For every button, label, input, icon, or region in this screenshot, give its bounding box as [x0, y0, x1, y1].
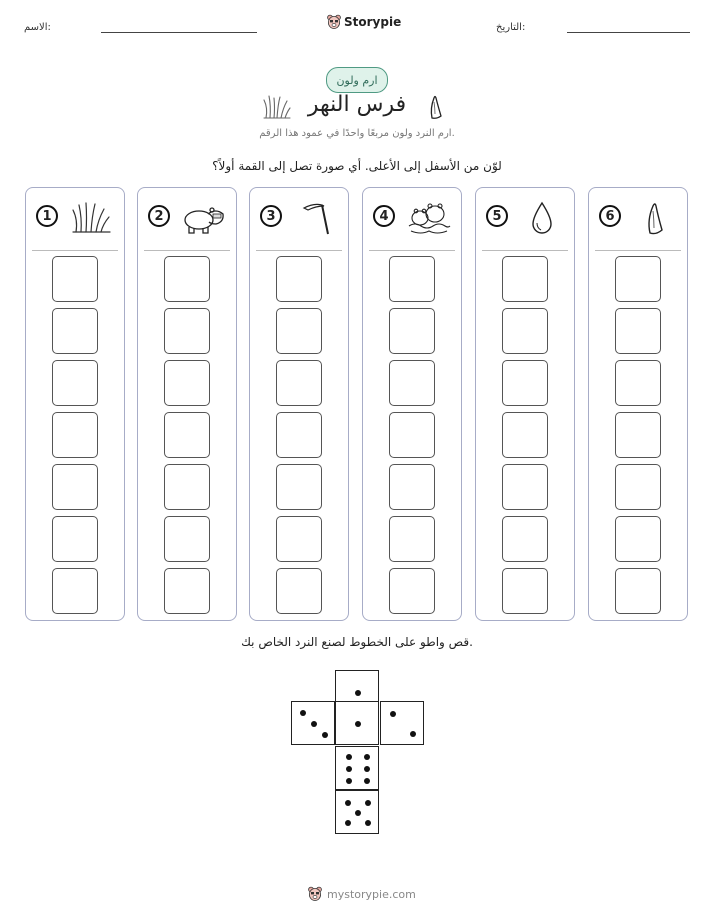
dice-pip — [300, 710, 306, 716]
dice-face — [291, 701, 335, 745]
footer-site[interactable]: mystorypie.com — [327, 887, 416, 901]
column-number: 2 — [148, 205, 170, 227]
column-3 — [249, 187, 349, 621]
color-cell[interactable] — [502, 308, 548, 354]
color-cell[interactable] — [52, 516, 98, 562]
color-cell[interactable] — [164, 256, 210, 302]
water-drop-icon — [520, 200, 564, 236]
color-cell[interactable] — [164, 516, 210, 562]
column-6 — [588, 187, 688, 621]
color-cell[interactable] — [276, 308, 322, 354]
dice-pip — [311, 721, 317, 727]
dice-pip — [410, 731, 416, 737]
instruction-text: لوّن من الأسفل إلى الأعلى. أي صورة تصل إلى القمة أولاً؟ — [212, 159, 502, 173]
color-cell[interactable] — [502, 568, 548, 614]
color-cell[interactable] — [502, 360, 548, 406]
page-title: فرس النهر — [307, 92, 407, 117]
column-number: 5 — [486, 205, 508, 227]
column-number: 1 — [36, 205, 58, 227]
logo-text: Storypie — [344, 15, 402, 29]
color-cell[interactable] — [276, 256, 322, 302]
name-label: الاسم: — [24, 22, 51, 33]
color-cell[interactable] — [276, 516, 322, 562]
bear-logo-icon — [327, 14, 341, 30]
color-cell[interactable] — [389, 360, 435, 406]
color-cell[interactable] — [52, 360, 98, 406]
column-number: 6 — [599, 205, 621, 227]
color-cell[interactable] — [164, 412, 210, 458]
color-cell[interactable] — [389, 256, 435, 302]
dice-pip — [365, 820, 371, 826]
color-cell[interactable] — [164, 308, 210, 354]
bear-logo-icon — [307, 886, 323, 902]
grass-icon — [70, 200, 114, 236]
color-cell[interactable] — [276, 568, 322, 614]
dice-pip — [390, 711, 396, 717]
dice-pip — [345, 820, 351, 826]
footer — [307, 886, 416, 902]
color-cell[interactable] — [276, 464, 322, 510]
dice-pip — [364, 754, 370, 760]
dice-pip — [355, 810, 361, 816]
dice-pip — [364, 778, 370, 784]
color-cell[interactable] — [389, 516, 435, 562]
subtitle: ارم النرد ولون مربعًا واحدًا في عمود هذا الرقم. — [259, 128, 455, 139]
dice-pip — [364, 766, 370, 772]
color-cell[interactable] — [52, 412, 98, 458]
dice-pip — [355, 690, 361, 696]
column-2 — [137, 187, 237, 621]
color-cell[interactable] — [615, 412, 661, 458]
dice-pip — [355, 721, 361, 727]
date-line[interactable] — [567, 32, 690, 33]
color-cell[interactable] — [502, 464, 548, 510]
roll-and-color-badge: ارم ولون — [326, 67, 388, 93]
color-cell[interactable] — [52, 256, 98, 302]
column-number: 3 — [260, 205, 282, 227]
color-cell[interactable] — [164, 464, 210, 510]
tooth-icon — [633, 200, 677, 236]
cut-instruction: قص واطو على الخطوط لصنع النرد الخاص بك. — [241, 635, 473, 649]
color-cell[interactable] — [502, 256, 548, 302]
color-cell[interactable] — [615, 256, 661, 302]
name-line[interactable] — [101, 32, 257, 33]
dice-face — [335, 746, 379, 790]
storypie-logo — [327, 14, 401, 30]
color-cell[interactable] — [164, 360, 210, 406]
column-divider — [482, 250, 568, 251]
color-cell[interactable] — [164, 568, 210, 614]
color-cell[interactable] — [615, 308, 661, 354]
dice-face — [335, 790, 379, 834]
color-cell[interactable] — [615, 568, 661, 614]
column-divider — [256, 250, 342, 251]
color-cell[interactable] — [502, 516, 548, 562]
color-cell[interactable] — [389, 568, 435, 614]
hippo-family-icon — [407, 200, 451, 236]
column-divider — [144, 250, 230, 251]
color-cell[interactable] — [52, 308, 98, 354]
color-cell[interactable] — [276, 360, 322, 406]
dice-pip — [365, 800, 371, 806]
date-label: التاريخ: — [496, 22, 526, 33]
dice-face — [380, 701, 424, 745]
scythe-icon — [294, 200, 338, 236]
dice-pip — [346, 778, 352, 784]
dice-pip — [345, 800, 351, 806]
column-divider — [369, 250, 455, 251]
dice-pip — [322, 732, 328, 738]
dice-pip — [346, 754, 352, 760]
column-divider — [32, 250, 118, 251]
hippo-icon — [182, 200, 226, 236]
dice-pip — [346, 766, 352, 772]
color-cell[interactable] — [389, 308, 435, 354]
column-divider — [595, 250, 681, 251]
column-5 — [475, 187, 575, 621]
color-cell[interactable] — [52, 568, 98, 614]
color-cell[interactable] — [276, 412, 322, 458]
dice-face — [335, 701, 379, 745]
color-cell[interactable] — [615, 464, 661, 510]
column-4 — [362, 187, 462, 621]
column-number: 4 — [373, 205, 395, 227]
color-cell[interactable] — [389, 412, 435, 458]
color-cell[interactable] — [52, 464, 98, 510]
title-tooth-icon — [428, 94, 444, 120]
color-cell[interactable] — [502, 412, 548, 458]
color-cell[interactable] — [615, 360, 661, 406]
color-cell[interactable] — [389, 464, 435, 510]
column-1 — [25, 187, 125, 621]
color-cell[interactable] — [615, 516, 661, 562]
